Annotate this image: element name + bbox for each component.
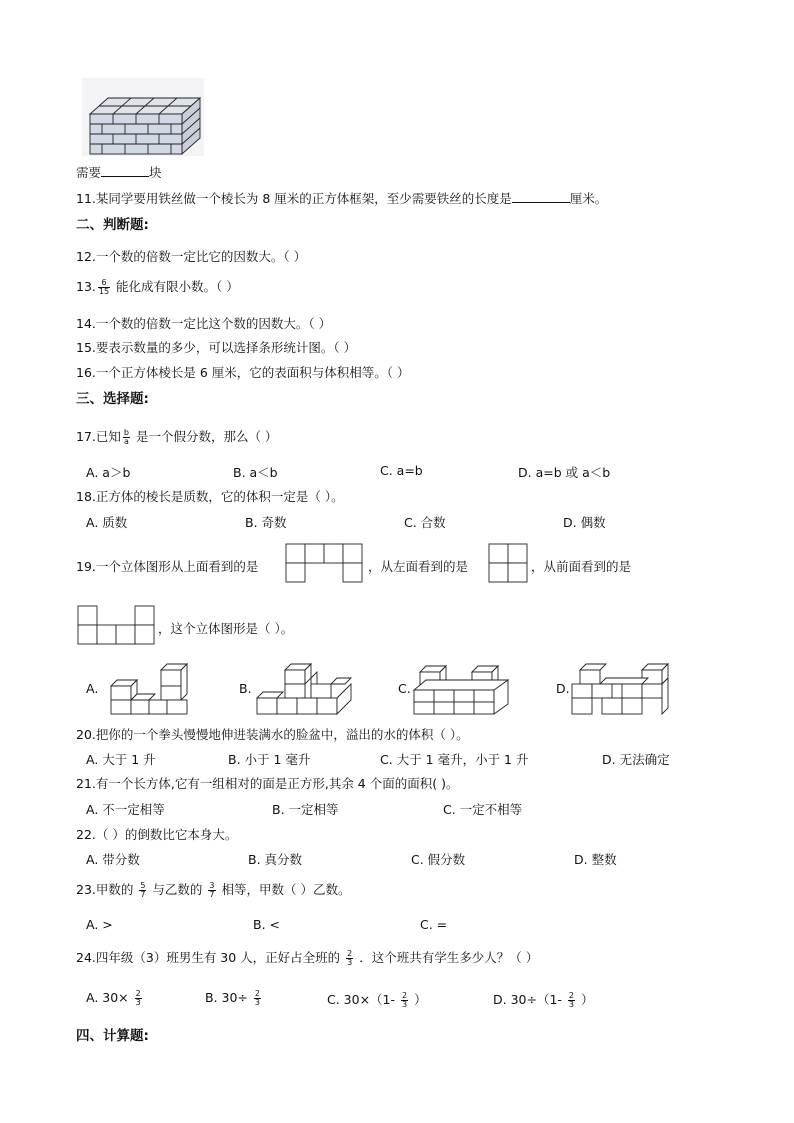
option-a[interactable]: A. xyxy=(86,681,99,696)
top-view-figure xyxy=(285,543,365,583)
option-b[interactable]: B. 一定相等 xyxy=(272,802,339,817)
question-17: 17.已知 $\frac{b}{a}$ 是一个假分数，那么（ ） xyxy=(76,428,278,446)
fraction: $\frac{6}{15}$ xyxy=(98,278,110,296)
question-23: 23.甲数的 $\frac{5}{7}$ 与乙数的 $\frac{3}{7}$ 相等，甲数（ ）乙数。 xyxy=(76,881,351,899)
option-b-solid-figure[interactable] xyxy=(255,660,355,716)
question-15: 15.要表示数量的多少，可以选择条形统计图。（ ） xyxy=(76,340,357,355)
option-c[interactable]: C. a=b xyxy=(380,463,423,478)
option-d[interactable]: D. 无法确定 xyxy=(602,752,670,767)
fraction: $\frac{5}{7}$ xyxy=(140,881,146,899)
question-19-text-1: 19.一个立体图形从上面看到的是 xyxy=(76,559,259,574)
option-a[interactable]: A. 不一定相等 xyxy=(86,802,165,817)
answer-blank[interactable] xyxy=(512,192,570,203)
option-d[interactable]: D. 30÷（1- $\frac{2}{3}$ ） xyxy=(493,991,594,1009)
option-a[interactable]: A. 大于 1 升 xyxy=(86,752,156,767)
question-12: 12.一个数的倍数一定比它的因数大。（ ） xyxy=(76,249,307,264)
option-a[interactable]: A. 质数 xyxy=(86,515,128,530)
option-c[interactable]: C. 假分数 xyxy=(411,852,466,867)
option-d[interactable]: D. a=b 或 a＜b xyxy=(518,465,611,480)
question-24: 24.四年级（3）班男生有 30 人，正好占全班的 $\frac{2}{3}$ ．这个班共有学生多少人？（ ） xyxy=(76,949,539,967)
front-view-figure xyxy=(77,605,157,645)
option-b[interactable]: B. 真分数 xyxy=(248,852,303,867)
bricks-line: 需要 块 xyxy=(76,165,162,180)
left-view-figure xyxy=(488,543,528,583)
question-11: 11.某同学要用铁丝做一个棱长为 8 厘米的正方体框架，至少需要铁丝的长度是 厘米。 xyxy=(76,191,608,206)
fraction: $\frac{2}{3}$ xyxy=(568,991,574,1009)
question-19-text-4: ，这个立体图形是（ ）。 xyxy=(158,621,294,636)
section-3-heading: 三、选择题: xyxy=(76,391,149,407)
option-c[interactable]: C. 合数 xyxy=(404,515,446,530)
option-a[interactable]: A. 30× $\frac{2}{3}$ xyxy=(86,989,141,1007)
brick-wall-figure xyxy=(82,78,204,156)
option-b[interactable]: B. 小于 1 毫升 xyxy=(228,752,311,767)
option-d[interactable]: D. 偶数 xyxy=(563,515,606,530)
option-c[interactable]: C. 大于 1 毫升，小于 1 升 xyxy=(380,752,529,767)
option-b[interactable]: B. 30÷ $\frac{2}{3}$ xyxy=(205,989,260,1007)
question-20: 20.把你的一个拳头慢慢地伸进装满水的脸盆中，溢出的水的体积（ ）。 xyxy=(76,727,469,742)
option-b[interactable]: B. 奇数 xyxy=(245,515,287,530)
fraction: $\frac{2}{3}$ xyxy=(347,949,353,967)
option-b[interactable]: B. a＜b xyxy=(233,465,278,480)
option-d[interactable]: D. 整数 xyxy=(574,852,617,867)
option-c-solid-figure[interactable] xyxy=(412,660,512,716)
option-d-solid-figure[interactable] xyxy=(570,660,670,716)
option-c[interactable]: C. 一定不相等 xyxy=(443,802,523,817)
option-c[interactable]: C. 30×（1- $\frac{2}{3}$ ） xyxy=(327,991,427,1009)
fraction: $\frac{2}{3}$ xyxy=(135,989,141,1007)
fraction: $\frac{3}{7}$ xyxy=(209,881,215,899)
section-4-heading: 四、计算题: xyxy=(76,1028,149,1044)
question-19-text-2: ，从左面看到的是 xyxy=(368,559,469,574)
section-2-heading: 二、判断题: xyxy=(76,217,149,233)
answer-blank[interactable] xyxy=(101,166,149,177)
option-a[interactable]: A. > xyxy=(86,917,113,932)
question-19-text-3: ，从前面看到的是 xyxy=(531,559,632,574)
question-14: 14.一个数的倍数一定比这个数的因数大。（ ） xyxy=(76,316,332,331)
option-b[interactable]: B. xyxy=(239,681,252,696)
question-21: 21.有一个长方体,它有一组相对的面是正方形,其余 4 个面的面积( )。 xyxy=(76,776,459,791)
fraction: $\frac{2}{3}$ xyxy=(402,991,408,1009)
fraction: $\frac{b}{a}$ xyxy=(123,428,129,446)
question-18: 18.正方体的棱长是质数，它的体积一定是（ ）。 xyxy=(76,489,344,504)
option-a-solid-figure[interactable] xyxy=(105,660,195,716)
option-b[interactable]: B. < xyxy=(253,917,280,932)
option-c[interactable]: C. xyxy=(398,681,411,696)
question-22: 22.（ ）的倒数比它本身大。 xyxy=(76,827,238,842)
option-d[interactable]: D. xyxy=(556,681,570,696)
option-a[interactable]: A. 带分数 xyxy=(86,852,140,867)
question-13: 13. $\frac{6}{15}$ 能化成有限小数。（ ） xyxy=(76,278,239,296)
fraction: $\frac{2}{3}$ xyxy=(254,989,260,1007)
option-a[interactable]: A. a＞b xyxy=(86,465,131,480)
question-16: 16.一个正方体棱长是 6 厘米，它的表面积与体积相等。（ ） xyxy=(76,365,410,380)
option-c[interactable]: C. = xyxy=(420,917,448,932)
